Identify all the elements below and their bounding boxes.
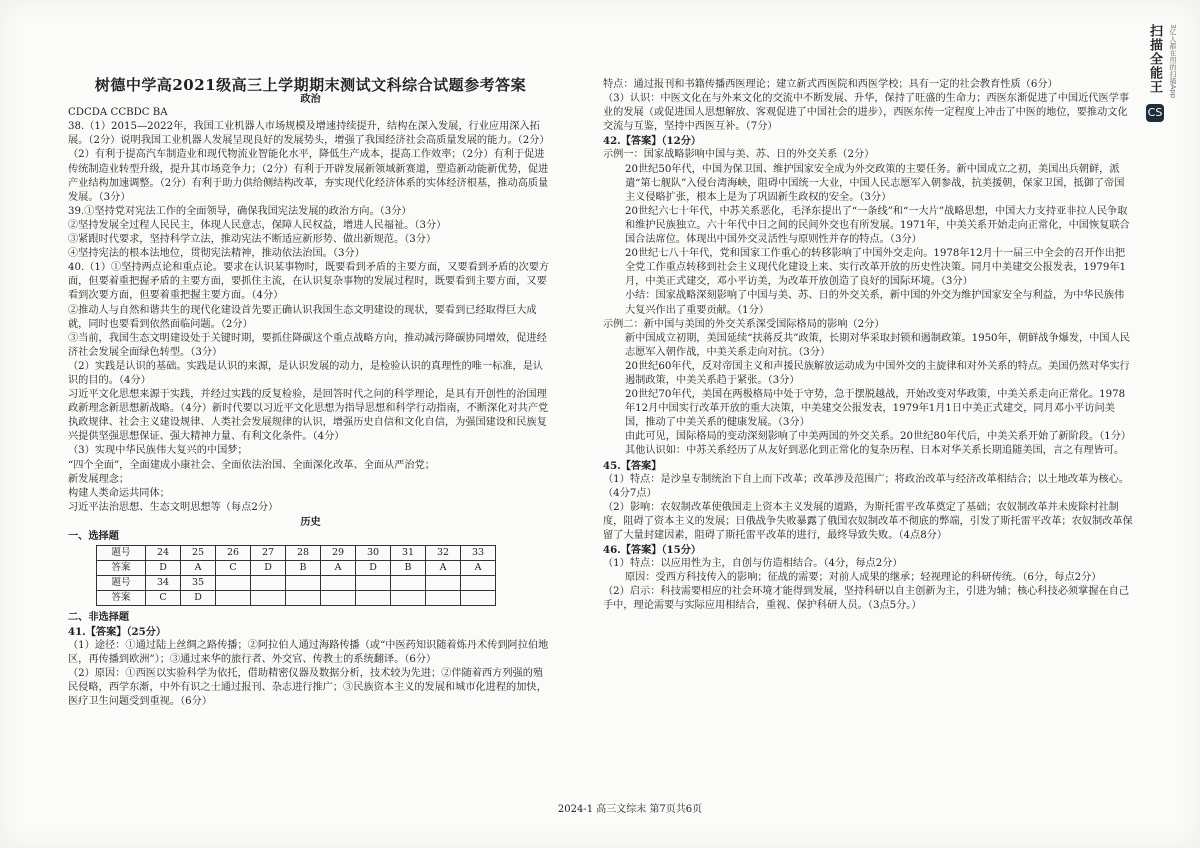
table-cell: 题号 <box>97 546 146 561</box>
right-column <box>603 78 1133 614</box>
answer-line: 其他认识如：中苏关系经历了从友好到恶化到正常化的复杂历程、日本对华关系长期追随美国，言之有理皆可。 <box>625 445 1125 457</box>
answer-line: 特点：通过报刊和书籍传播西医理论；建立新式西医院和西医学校；具有一定的社会教育性质（6分） <box>603 79 1058 90</box>
table-row <box>97 546 496 561</box>
politics-line: （3）实现中华民族伟大复兴的中国梦； <box>68 445 248 457</box>
table-cell <box>216 576 251 591</box>
answer-line: 小结：国家战略深刻影响了中国与美、苏、日的外交关系，新中国的外交为维护国家安全与利益，为中华民族伟大复兴作出了重要贡献。（1分） <box>625 290 1125 316</box>
politics-heading: 政治 <box>300 93 321 106</box>
politics-choice-answers: CDCDA CCBDC BA <box>68 107 168 119</box>
table-cell: 33 <box>461 546 496 561</box>
table-cell <box>356 591 391 606</box>
history-section-choice: 一、选择题 <box>68 530 119 542</box>
table-cell: D <box>181 591 216 606</box>
table-cell <box>391 576 426 591</box>
table-cell: 26 <box>216 546 251 561</box>
scanner-watermark <box>1146 24 1186 134</box>
politics-line: 习近平法治思想、生态文明思想等（每点2分） <box>68 501 279 513</box>
table-cell: 题号 <box>97 576 146 591</box>
table-cell: A <box>426 561 461 576</box>
table-cell <box>461 591 496 606</box>
politics-line: 38.（1）2015—2022年，我国工业机器人市场规模及增速持续提升，结构在深入发展，行业应用深入拓展。（2分）说明我国工业机器人发展呈现良好的发展势头，增强了我国经济社会高质量发展的能力。（2分） <box>68 121 550 147</box>
table-cell: D <box>146 561 181 576</box>
answer-line: （3）认识：中医文化在与外来文化的交流中不断发展、升华，保持了旺盛的生命力；西医东渐促进了中国近代医学事业的发展（或促进国人思想解放、客观促进了中国社会的进步），西医东传一定程度上冲击了中医的地位，要推动文化交流与互鉴，坚持中西医互补。（7分） <box>603 93 1130 133</box>
answer-line: 20世纪70年代，美国在两极格局中处于守势，急于摆脱越战，开始改变对华政策，中美关系走向正常化。1978年12月中国实行改革开放的重大决策，中美建交公报发表，1979年1月1日中美正式建交，同月邓小平访问美国，推动了中美关系的健康发展。（3分） <box>625 389 1126 429</box>
table-cell <box>356 576 391 591</box>
table-cell: 答案 <box>97 561 146 576</box>
answer-line: 原因：受西方科技传入的影响；征战的需要；对前人成果的继承；轻视理论的科研传统。（6分，每点2分） <box>625 572 1102 584</box>
table-row <box>97 576 496 591</box>
cs-logo-icon: CS <box>1146 104 1164 122</box>
table-cell <box>286 576 321 591</box>
politics-line: 39.①坚持党对宪法工作的全面领导，确保我国宪法发展的政治方向。（3分） <box>68 205 412 217</box>
table-cell: A <box>461 561 496 576</box>
table-cell: C <box>216 561 251 576</box>
politics-line: 新发展理念； <box>68 473 130 485</box>
table-cell: A <box>321 561 356 576</box>
table-cell <box>286 591 321 606</box>
table-cell <box>426 576 461 591</box>
politics-line: ③当前，我国生态文明建设处于关键时期，要抓住降碳这个重点战略方向，推动减污降碳协同增效，促进经济社会发展全面绿色转型。（3分） <box>68 332 547 358</box>
page-footer: 2024-1 高三文综末 第7页共6页 <box>557 804 703 815</box>
politics-line: 习近平文化思想来源于实践，并经过实践的反复检验，是回答时代之问的科学理论，是具有开创性的治国理政新理念新思想新战略。（4分）新时代要以习近平文化思想为指导思想和科学行动指南，不断深化对共产党执政规律、社会主义建设规律、人类社会发展规律的认识，增强历史自信和文化自信，为强国建设和民族复兴提供坚强思想保证、强大精神力量、有利文化条件。（4分） <box>68 389 549 443</box>
table-cell: 24 <box>146 546 181 561</box>
table-cell: C <box>146 591 181 606</box>
answer-line: 新中国成立初期，美国延续“扶蒋反共”政策，长期对华采取封锁和遏制政策。1950年，朝鲜战争爆发，中国人民志愿军入朝作战，中美关系走向对抗。（3分） <box>625 332 1130 358</box>
table-cell: 29 <box>321 546 356 561</box>
table-cell <box>321 591 356 606</box>
politics-line: （2）实践是认识的基础。实践是认识的来源，是认识发展的动力，是检验认识的真理性的唯一标准，是认识的目的。（4分） <box>68 360 544 386</box>
politics-line: “四个全面”，全面建成小康社会、全面依法治国、全面深化改革、全面从严治党； <box>68 459 435 471</box>
history-heading: 历史 <box>300 515 321 528</box>
table-cell <box>251 591 286 606</box>
politics-line: ③紧跟时代要求，坚持科学立法，推动宪法不断适应新形势、做出新规范。（3分） <box>68 234 437 246</box>
q45-heading: 45.【答案】 <box>603 459 662 472</box>
answer-line: （1）特点：是沙皇专制统治下自上而下改革；改革涉及范围广；将政治改革与经济改革相结合；以土地改革为核心。（4分7点） <box>603 473 1130 499</box>
answer-line: 20世纪七八十年代，党和国家工作重心的转移影响了中国外交走向。1978年12月十一届三中全会的召开作出把全党工作重点转移到社会主义现代化建设上来、实行改革开放的历史性决策。同月中美建交公报发表，1979年1月，中美正式建交，邓小平访美，为改革开放创造了良好的国际环境。（3分） <box>625 248 1127 288</box>
q46-heading: 46.【答案】（15分） <box>603 544 702 557</box>
history-answer-table <box>96 545 496 606</box>
table-cell: B <box>286 561 321 576</box>
watermark-subtext: 3亿人都在用的扫描App <box>1169 24 1177 99</box>
table-cell: 35 <box>181 576 216 591</box>
table-cell: B <box>391 561 426 576</box>
table-cell <box>426 591 461 606</box>
answer-line: 示例二：新中国与美国的外交关系深受国际格局的影响（2分） <box>603 318 885 330</box>
politics-line: ②坚持发展全过程人民民主，体现人民意志，保障人民权益，增进人民福祉。（3分） <box>68 219 447 231</box>
table-cell <box>391 591 426 606</box>
table-row <box>97 561 496 576</box>
q41-heading: 41.【答案】（25分） <box>68 625 167 638</box>
table-cell: 30 <box>356 546 391 561</box>
answer-line: 20世纪50年代，中国为保卫国、维护国家安全成为外交政策的主要任务。新中国成立之初，美国出兵朝鲜，派遣“第七舰队”入侵台湾海峡，阻碍中国统一大业，中国人民志愿军入朝参战，抗美援朝，保家卫国，抵御了帝国主义侵略扩张，根本上是为了巩固新生政权的安全。（3分） <box>625 163 1125 203</box>
table-cell: 34 <box>146 576 181 591</box>
q42-heading: 42.【答案】（12分） <box>603 135 702 148</box>
table-row <box>97 591 496 606</box>
politics-line: ④坚持宪法的根本法地位，贯彻宪法精神，推动依法治国。（3分） <box>68 248 365 260</box>
q41-line: （2）原因：①西医以实验科学为依托，借助精密仪器及数据分析，技术较为先进；②伴随着西方列强的殖民侵略，西学东渐，中外有识之士通过报刊、杂志进行推广；③民族资本主义的发展和城市化进程的加快，医疗卫生问题受到重视。（6分） <box>68 667 547 708</box>
table-cell <box>216 591 251 606</box>
answer-line: 20世纪六七十年代，中苏关系恶化，毛泽东提出了“一条线”和“一大片”战略思想，中国大力支持亚非拉人民争取和维护民族独立。六十年代中日之间的民间外交也有所发展。1971年，中美关系开始走向正常化，中国恢复联合国合法席位。体现出中国外交灵活性与原则性并存的特点。（3分） <box>625 205 1130 246</box>
table-cell: 答案 <box>97 591 146 606</box>
table-cell: A <box>181 561 216 576</box>
answer-line: （2）启示：科技需要相应的社会环境才能得到发展，坚持科研以自主创新为主，引进为辅；核心科技必须掌握在自己手中，理论需要与实际应用相结合，重视、保护科研人员。（3点5分。） <box>603 586 1130 612</box>
answer-line: 由此可见，国际格局的变动深刻影响了中美两国的外交关系。20世纪80年代后，中美关系开始了新阶段。（1分） <box>625 431 1132 443</box>
answer-line: 示例一：国家战略影响中国与美、苏、日的外交关系（2分） <box>603 149 875 161</box>
politics-line: ②推动人与自然和谐共生的现代化建设首先要正确认识我国生态文明建设的现状，要看到已经取得巨大成就，同时也要看到依然面临问题。（2分） <box>68 304 537 330</box>
page-title: 树德中学高2021级高三上学期期末测试文科综合试题参考答案 <box>94 76 527 94</box>
answer-line: （1）特点：以应用性为主，自创与仿造相结合。（4分，每点2分） <box>603 558 903 570</box>
watermark-text: 扫描全能王 <box>1147 24 1162 94</box>
table-cell: 32 <box>426 546 461 561</box>
politics-line: 构建人类命运共同体； <box>68 487 170 499</box>
answer-line: 20世纪60年代，反对帝国主义和声援民族解放运动成为中国外交的主旋律和对外关系的特点。美国仍然对华实行遏制政策，中美关系趋于紧张。（3分） <box>625 360 1130 386</box>
answer-line: （2）影响：农奴制改革使俄国走上资本主义发展的道路，为斯托雷平改革奠定了基础；农奴制改革并未废除村社制度，阻碍了资本主义的发展；日俄战争失败暴露了俄国农奴制改革不彻底的弊端，引发了斯托雷平改革；农奴制改革保留了大量封建因素，阻碍了斯托雷平改革的进行，最终导致失败。（4点8分） <box>603 501 1133 541</box>
table-cell <box>461 576 496 591</box>
q41-line: （1）途径：①通过陆上丝绸之路传播；②阿拉伯人通过海路传播（或“中医药知识随着炼丹术传到阿拉伯地区，再传播到欧洲”）；③通过来华的旅行者、外交官、传教士的系统翻译。（6分） <box>68 639 549 665</box>
table-cell: 27 <box>251 546 286 561</box>
table-cell: 28 <box>286 546 321 561</box>
history-section-nonchoice: 二、非选择题 <box>68 611 130 624</box>
politics-line: （2）有利于提高汽车制造业和现代物流业智能化水平，降低生产成本，提高工作效率；（2分）有利于促进传统制造业转型升级，提升其市场竞争力；（2分）有利于开辟发展新领域新赛道，塑造新动能新优势，促进产业结构加速调整。（2分）有利于助力供给侧结构改革，夯实现代化经济体系的实体经济根基，推动高质量发展。（3分） <box>68 149 549 203</box>
table-cell <box>321 576 356 591</box>
left-column <box>68 78 553 709</box>
table-cell <box>251 576 286 591</box>
table-cell: 25 <box>181 546 216 561</box>
politics-line: 40.（1）①坚持两点论和重点论。要求在认识某事物时，既要看到矛盾的主要方面，又要看到矛盾的次要方面，但要着重把握矛盾的主要方面，要抓住主流，在认识复杂事物的发展过程时，既要看到主要方面，又要看到次要方面，但要着重把握主要方面。（4分） <box>68 262 550 302</box>
table-cell: D <box>356 561 391 576</box>
table-cell: D <box>251 561 286 576</box>
table-cell: 31 <box>391 546 426 561</box>
